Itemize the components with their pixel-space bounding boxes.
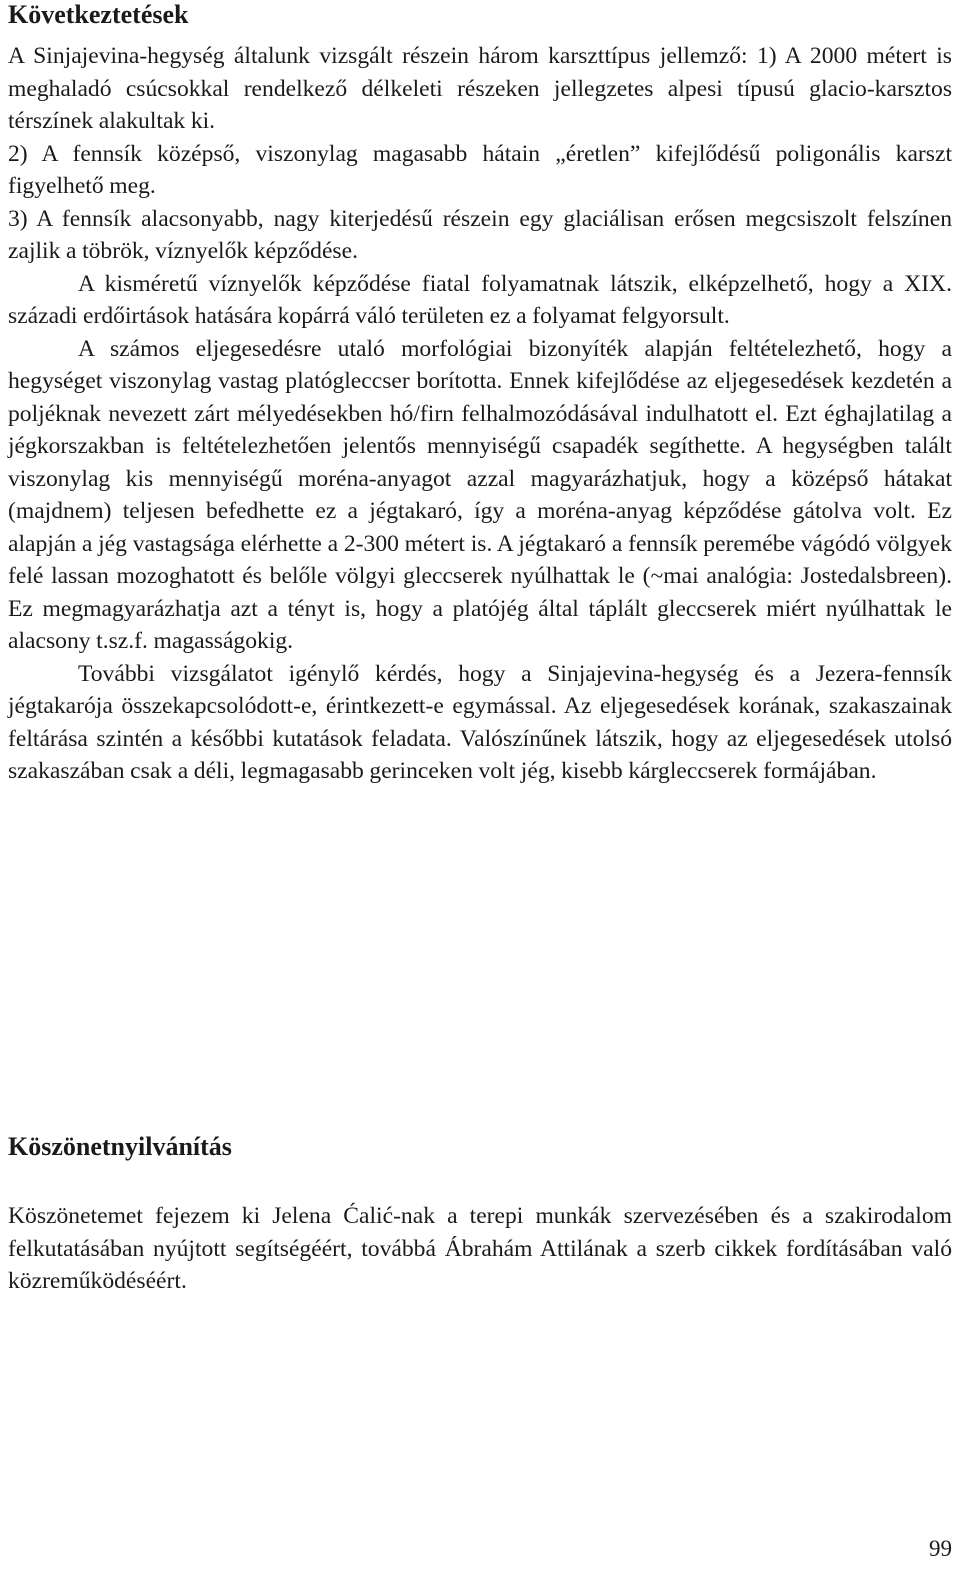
conclusions-paragraph-2: 2) A fennsík középső, viszonylag magasabb hátain „éretlen” kifejlődésű poligonális karszt figyelhető meg. (8, 140, 952, 199)
conclusions-paragraph-6: További vizsgálatot igénylő kérdés, hogy a Sinjajevina-hegység és a Jezera-fennsík jégtakarója összekapcsolódott-e, érintkezett-e egymással. Az eljegesedések korának, szakaszainak feltárása szintén a későbbi kutatások feladata. Valószínűnek látszik, hogy az eljegesedések utolsó szakaszában csak a déli, legmagasabb gerinceken volt jég, kisebb kárgleccserek formájában. (8, 660, 952, 784)
page-number: 99 (929, 1536, 952, 1561)
acknowledgements-paragraph-1: Köszönetemet fejezem ki Jelena Ćalić-nak a terepi munkák szervezésében és a szakirodalom felkutatásában nyújtott segítségéért, továbbá Ábrahám Attilának a szerb cikkek fordításában való közreműködéséért. (8, 1203, 952, 1294)
conclusions-paragraph-4: A kisméretű víznyelők képződése fiatal folyamatnak látszik, elképzelhető, hogy a XIX. századi erdőirtások hatására kopárrá váló területen ez a folyamat felgyorsult. (8, 270, 952, 329)
conclusions-body (8, 40, 952, 788)
document-page (8, 0, 952, 1582)
section-heading-acknowledgements: Köszönetnyilvánítás (8, 1132, 232, 1161)
conclusions-paragraph-1: A Sinjajevina-hegység általunk vizsgált részein három karszttípus jellemző: 1) A 2000 métert is meghaladó csúcsokkal rendelkező délkeleti részeken jellegzetes alpesi típusú glacio-karsztos térszínek alakultak ki. (8, 43, 952, 134)
conclusions-paragraph-5: A számos eljegesedésre utaló morfológiai bizonyíték alapján feltételezhető, hogy a hegységet viszonylag vastag platógleccser borította. Ennek kifejlődése az eljegesedések kezdetén a poljéknak nevezett zárt mélyedésekben hó/firn felhalmozódásával indulhatott el. Ezt éghajlatilag a jégkorszakban is feltételezhetően jelentős mennyiségű csapadék segíthette. A hegységben talált viszonylag kis mennyiségű moréna-anyagot azzal magyarázhatjuk, hogy a középső hátakat (majdnem) teljesen befedhette ez a jégtakaró, így a moréna-anyag képződése gátolva volt. Ez alapján a jég vastagsága elérhette a 2-300 métert is. A jégtakaró a fennsík peremébe vágódó völgyek felé lassan mozoghatott és belőle völgyi gleccserek nyúlhattak le (~mai analógia: Jostedalsbreen). Ez megmagyarázhatja azt a tényt is, hogy a platójég által táplált gleccserek miért nyúlhattak le alacsony t.sz.f. magasságokig. (8, 335, 952, 654)
acknowledgements-body (8, 1200, 952, 1298)
section-heading-conclusions: Következtetések (8, 0, 189, 29)
conclusions-paragraph-3: 3) A fennsík alacsonyabb, nagy kiterjedésű részein egy glaciálisan erősen megcsiszolt felszínen zajlik a töbrök, víznyelők képződése. (8, 205, 952, 264)
